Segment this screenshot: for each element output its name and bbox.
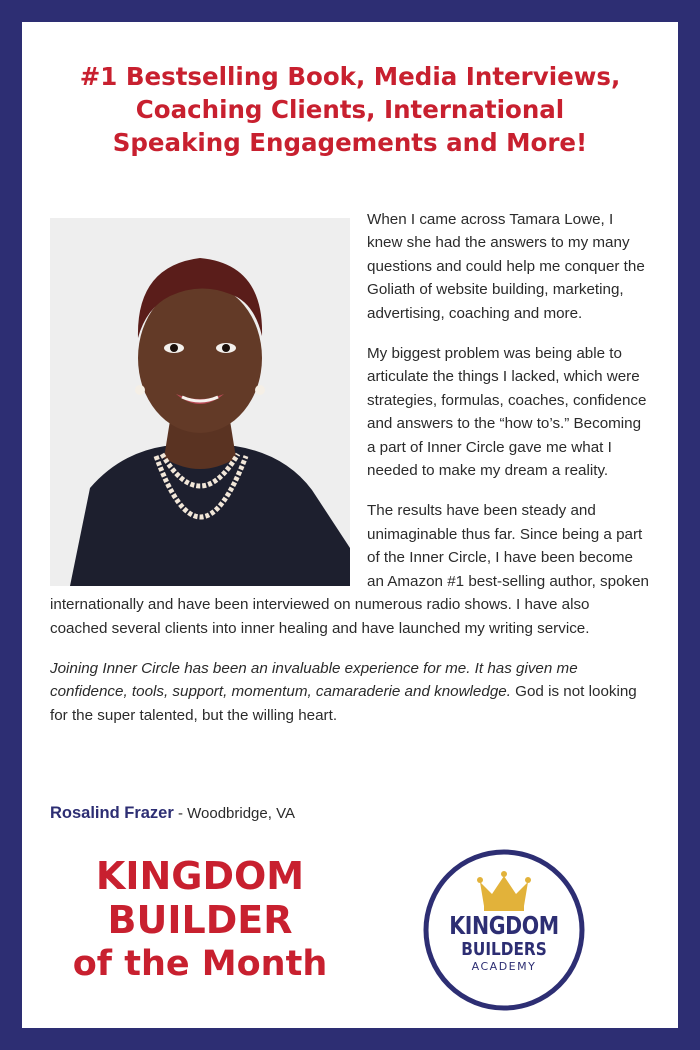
author-name: Rosalind Frazer <box>50 804 174 822</box>
testimonial-poster <box>22 22 678 1028</box>
testimonial-paragraph-3: The results have been steady and unimaginable thus far. Since being a part of the Inner Circle, I have been become an Amazon #1 best-selling author, spoken internationally and have been interviewed on numerous radio shows. I have also coached several clients into inner healing and have launched my writing service. <box>50 502 649 637</box>
headline <box>42 60 658 159</box>
award-line-2: BUILDER <box>107 898 293 942</box>
testimonial-paragraph-2: My biggest problem was being able to articulate the things I lacked, which were strategies, formulas, coaches, confidence and answers to the “how to’s.” Becoming a part of Inner Circle gave me what I needed to make my dream a reality. <box>367 345 647 480</box>
logo-wordmark <box>422 912 586 974</box>
academy-logo <box>422 848 586 1012</box>
headline-line-2: Coaching Clients, International <box>135 95 565 124</box>
photo-wrap-spacer <box>50 208 367 588</box>
logo-line-1: KINGDOM <box>449 911 559 940</box>
testimonial-closing: God is not looking for the super talented, but the willing heart. <box>50 683 637 724</box>
testimonial-italic-quote: Joining Inner Circle has been an invaluable experience for me. It has given me confidence, tools, support, momentum, camaraderie and knowledge. <box>50 659 578 701</box>
logo-line-2: BUILDERS <box>461 939 547 960</box>
logo-line-3: ACADEMY <box>471 960 537 973</box>
award-line-3: of the Month <box>72 944 328 984</box>
byline <box>50 804 295 823</box>
award-line-1: KINGDOM <box>95 854 305 898</box>
headline-line-1: #1 Bestselling Book, Media Interviews, <box>79 62 621 91</box>
headline-line-3: Speaking Engagements and More! <box>112 128 588 157</box>
author-location: - Woodbridge, VA <box>173 805 295 822</box>
testimonial-paragraph-1: When I came across Tamara Lowe, I knew she had the answers to my many questions and could help me conquer the Goliath of website building, marketing, advertising, coaching and more. <box>367 211 645 322</box>
award-title <box>50 854 350 986</box>
testimonial-paragraph-4 <box>50 657 650 727</box>
testimonial-text <box>50 208 650 744</box>
